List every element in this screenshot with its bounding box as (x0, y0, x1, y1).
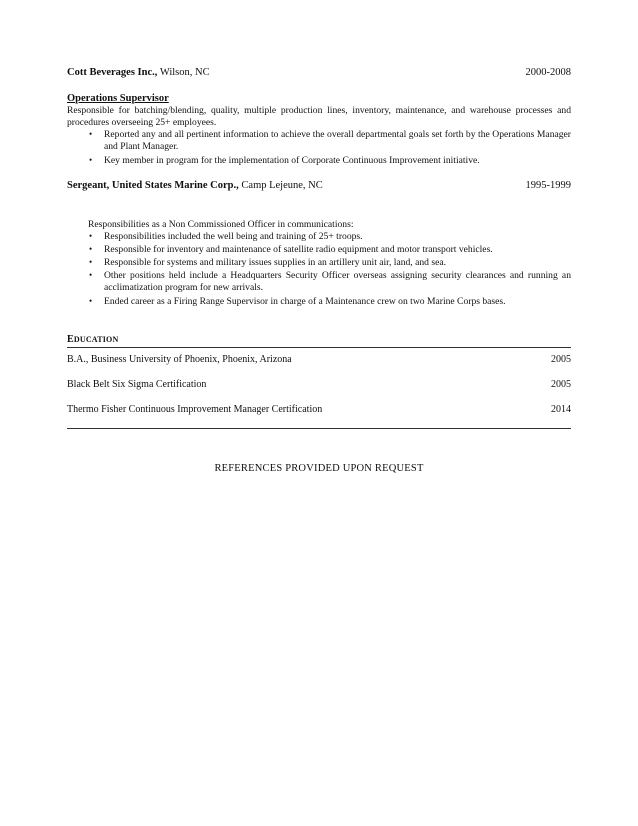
employer-line (67, 180, 323, 191)
list-item: • Ended career as a Firing Range Supervisor in charge of a Maintenance crew on two Marine Corps bases. (89, 296, 506, 308)
education-year: 2005 (551, 379, 571, 390)
education-heading: EDUCATION (67, 334, 119, 345)
job-usmc-bullets (89, 231, 571, 308)
education-bottom-rule (67, 428, 571, 429)
education-name: B.A., Business University of Phoenix, Phoenix, Arizona (67, 354, 292, 365)
bullet-icon: • (89, 296, 93, 307)
education-name: Thermo Fisher Continuous Improvement Manager Certification (67, 404, 323, 415)
employer-name: Cott Beverages Inc., (67, 67, 158, 78)
job-intro: Responsibilities as a Non Commissioned Officer in communications: (88, 219, 354, 230)
job-dates: 1995-1999 (525, 180, 571, 191)
bullet-icon: • (89, 155, 93, 166)
list-item: • Responsible for systems and military issues supplies in an artillery unit air, land, and sea. (89, 257, 446, 269)
bullet-icon: • (89, 257, 93, 268)
bullet-icon: • (89, 129, 93, 139)
employer-location: Camp Lejeune, NC (238, 180, 323, 191)
employer-location: Wilson, NC (157, 67, 210, 78)
list-item: • Other positions held include a Headquarters Security Officer overseas assigning security clearances and running an acclimatization program for new arrivals. (89, 270, 571, 293)
list-item: • Responsible for inventory and maintenance of satellite radio equipment and motor transport vehicles. (89, 244, 493, 256)
bullet-icon: • (89, 231, 93, 241)
references-note: REFERENCES PROVIDED UPON REQUEST (214, 463, 424, 474)
education-top-rule (67, 347, 571, 348)
job-cott-bullets (89, 129, 571, 167)
employer-line (67, 67, 210, 78)
education-item (67, 404, 571, 415)
education-item (67, 354, 571, 365)
list-item: • Key member in program for the implementation of Corporate Continuous Improvement initiative. (89, 155, 480, 167)
bullet-icon: • (89, 244, 93, 255)
education-year: 2014 (551, 404, 571, 415)
job-title: Operations Supervisor (67, 93, 169, 104)
job-cott-header (67, 67, 571, 78)
employer-name: Sergeant, United States Marine Corp., (67, 180, 239, 191)
education-year: 2005 (551, 354, 571, 365)
education-name: Black Belt Six Sigma Certification (67, 379, 207, 390)
education-item (67, 379, 571, 390)
job-usmc-header (67, 180, 571, 191)
job-summary: Responsible for batching/blending, quality, multiple production lines, inventory, maintenance, and warehouse processes and procedures overseeing 25+ employees. (67, 105, 571, 128)
list-item: • Reported any and all pertinent information to achieve the overall departmental goals set forth by the Operations Manager and Plant Manager. (89, 129, 571, 152)
list-item: • Responsibilities included the well being and training of 25+ troops. (89, 231, 363, 242)
job-dates: 2000-2008 (525, 67, 571, 78)
bullet-icon: • (89, 270, 93, 281)
